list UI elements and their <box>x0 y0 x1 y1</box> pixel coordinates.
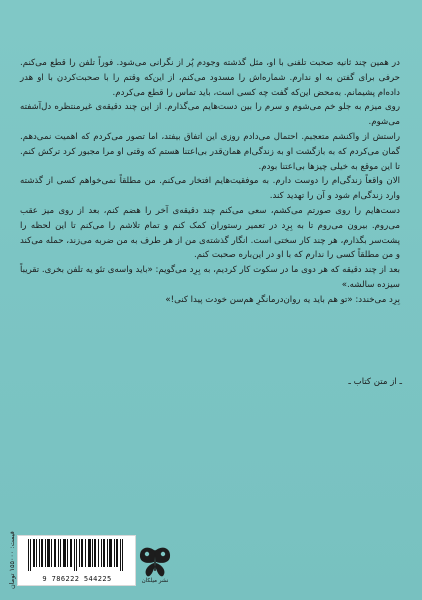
publisher-name: نشر میلکان <box>141 578 169 584</box>
price-label: قیمت: ۱۵۵۰۰۰ تومان <box>8 531 16 589</box>
butterfly-logo-icon <box>137 545 173 579</box>
barcode-icon <box>28 539 125 571</box>
source-attribution: ـ از متن کتاب ـ <box>348 377 402 387</box>
paragraph-4: الان واقعاً زندگی‌ام را دوست دارم. به موفقیت‌هایم افتخار می‌کنم. من مطلقاً نمی‌خواهم کسی از گذشته وارد زندگی‌ام شود و آن را تهدید کند. <box>20 176 400 202</box>
paragraph-3: راستش از واکنشم متعجبم. احتمال می‌دادم روزی این اتفاق بیفتد، اما تصور می‌کردم که اهمیت نمی‌دهم. گمان می‌کردم که به بازگشت او به زندگی‌ام همان‌قدر بی‌اعتنا هستم که وقتی او مرا مجبور کرد ترکش کنم. تا این موقع به خیلی چیزها بی‌اعتنا بودم. <box>20 131 400 172</box>
isbn-number: 9 786222 544225 <box>42 575 112 583</box>
paragraph-6: بعد از چند دقیقه که هر دوی ما در سکوت کار کردیم، به بِرِد می‌گویم: «باید واسه‌ی تئو یه تلفن بخری. تقریباً سیزده سالشه.» <box>20 265 400 290</box>
isbn-barcode <box>17 535 136 586</box>
publisher-logo <box>137 545 173 589</box>
paragraph-7: بِرِد می‌خندد: «تو هم باید یه روان‌درمانگرِ هم‌سن خودت پیدا کنی!» <box>165 294 400 305</box>
paragraph-5: دست‌هایم را روی صورتم می‌کشم، سعی می‌کنم چند دقیقه‌ی آخر را هضم کنم، بعد از روی میز عقب می‌روم. بیرون می‌روم تا به بِرِد در تعمیر رستوران کمک کنم و تمام تلاشم را می‌کنم تا این لحظه را پشت‌سر بگذارم، هر چند کار سختی است. انگار گذشته‌ی من از هر طرف به من ضربه می‌زند، حمله می‌کند و من مطلقاً کسی را ندارم که با او در این‌باره صحبت کنم. <box>20 205 400 261</box>
paragraph-2: روی میزم به جلو خم می‌شوم و سرم را بین دست‌هایم می‌گذارم. از این چند دقیقه‌ی غیرمنتظره دل‌آشفته می‌شوم. <box>20 102 400 128</box>
paragraph-1: در همین چند ثانیه صحبت تلفنی با او، مثل گذشته وجودم پُر از نگرانی می‌شود. فوراً تلفن را قطع می‌کنم. حرفی برای گفتن به او ندارم. شماره‌اش را مسدود می‌کنم، از این‌که وقتم را با صحبت‌کردن با او هدر داده‌ام پشیمانم. به‌محض این‌که گفت چه کسی است، باید تماس را قطع می‌کردم. <box>20 58 400 98</box>
book-excerpt <box>20 56 400 308</box>
